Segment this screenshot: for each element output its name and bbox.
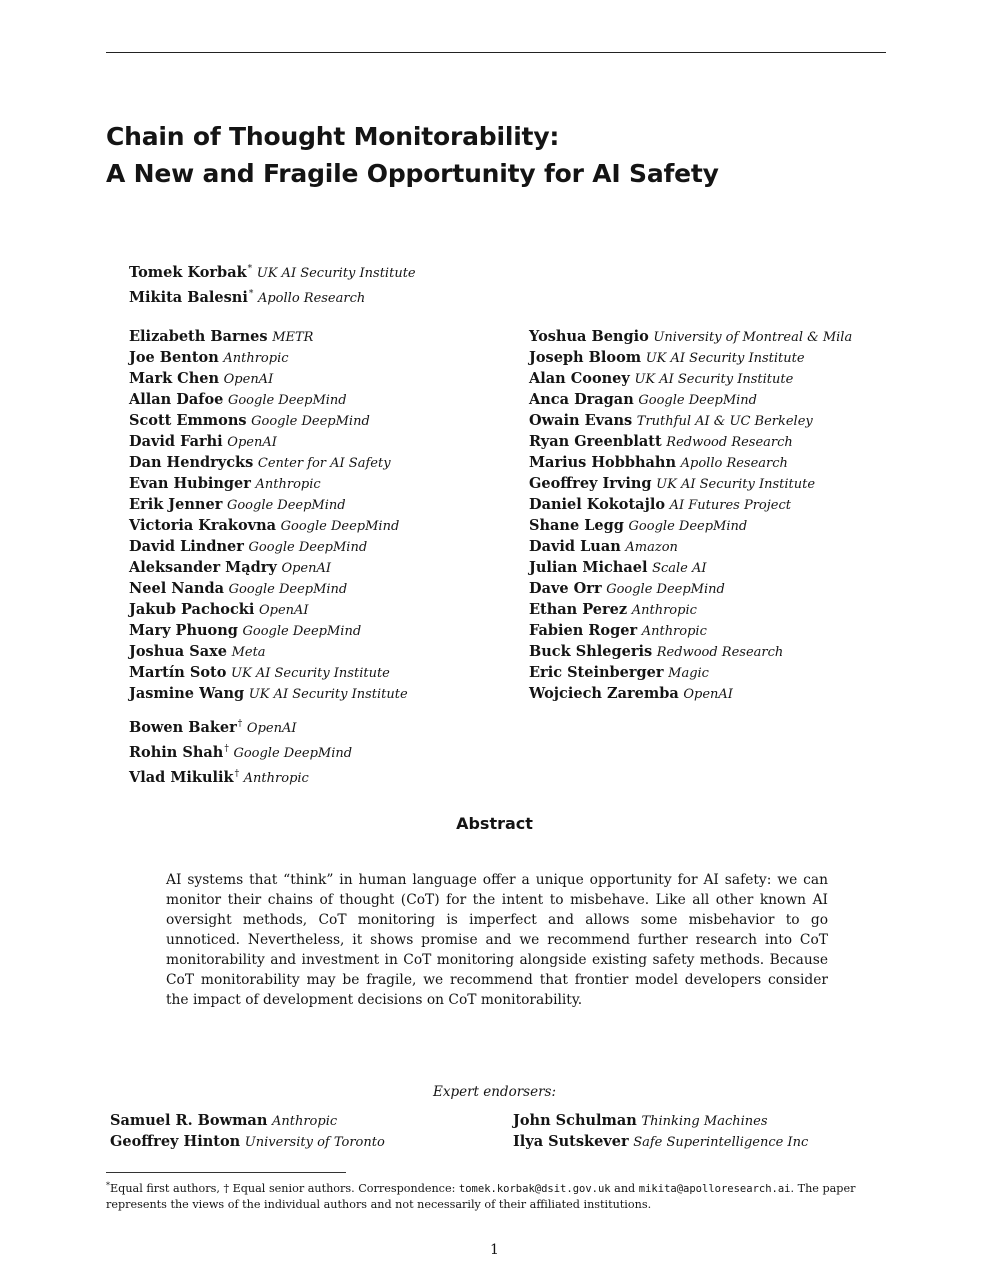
author-affiliation: UK AI Security Institute <box>634 372 794 387</box>
footnote-joiner: and <box>610 1182 639 1195</box>
author-affiliation: Apollo Research <box>257 291 366 306</box>
author-entry <box>529 453 852 474</box>
paper-title <box>106 118 719 192</box>
author-affiliation: UK AI Security Institute <box>656 477 816 492</box>
author-affiliation: UK AI Security Institute <box>256 266 416 281</box>
author-name: Eric Steinberger <box>529 664 664 681</box>
author-entry <box>529 579 852 600</box>
author-name: Mark Chen <box>129 370 220 387</box>
author-affiliation: Anthropic <box>631 603 697 618</box>
author-name: Marius Hobbhahn <box>529 454 677 471</box>
author-name: John Schulman <box>513 1112 637 1129</box>
title-line-2: A New and Fragile Opportunity for AI Safety <box>106 159 719 188</box>
author-name: Shane Legg <box>529 517 624 534</box>
author-entry <box>129 558 408 579</box>
author-affiliation: Google DeepMind <box>251 414 370 429</box>
author-name: Vlad Mikulik <box>129 769 234 786</box>
endorsers-right-column <box>513 1111 808 1153</box>
author-affiliation: UK AI Security Institute <box>645 351 805 366</box>
author-affiliation: Anthropic <box>641 624 707 639</box>
author-affiliation: METR <box>272 330 314 345</box>
email-link-korbak[interactable]: tomek.korbak@dsit.gov.uk <box>458 1183 611 1195</box>
author-affiliation: University of Montreal & Mila <box>653 330 853 345</box>
author-entry <box>529 537 852 558</box>
author-name: Tomek Korbak <box>129 264 247 281</box>
author-affiliation: Safe Superintelligence Inc <box>633 1135 809 1150</box>
author-entry <box>529 663 852 684</box>
author-name: Yoshua Bengio <box>529 328 649 345</box>
author-name: Aleksander Mądry <box>129 559 277 576</box>
author-affiliation: AI Futures Project <box>669 498 791 513</box>
author-name: Wojciech Zaremba <box>529 685 679 702</box>
author-name: Joe Benton <box>129 349 219 366</box>
author-entry <box>129 764 352 789</box>
abstract-heading: Abstract <box>456 814 533 833</box>
author-entry <box>529 411 852 432</box>
author-name: Jasmine Wang <box>129 685 245 702</box>
author-entry <box>129 579 408 600</box>
author-affiliation: Scale AI <box>652 561 707 576</box>
author-name: Neel Nanda <box>129 580 224 597</box>
footnote-text-1: Equal first authors, † Equal senior authors. Correspondence: <box>110 1182 459 1195</box>
author-name: Buck Shlegeris <box>529 643 653 660</box>
author-entry <box>129 621 408 642</box>
header-rule <box>106 52 886 53</box>
author-name: Jakub Pachocki <box>129 601 255 618</box>
author-affiliation: UK AI Security Institute <box>231 666 390 681</box>
author-affiliation: UK AI Security Institute <box>248 687 408 702</box>
author-name: Mikita Balesni <box>129 289 248 306</box>
author-entry <box>529 327 852 348</box>
author-name: Ryan Greenblatt <box>529 433 662 450</box>
author-entry <box>129 348 408 369</box>
author-name: Mary Phuong <box>129 622 238 639</box>
author-entry <box>129 684 408 705</box>
author-affiliation: Anthropic <box>243 771 309 786</box>
author-entry <box>110 1132 385 1153</box>
author-affiliation: Google DeepMind <box>606 582 725 597</box>
page-number: 1 <box>490 1242 499 1258</box>
author-name: Victoria Krakovna <box>129 517 277 534</box>
author-entry <box>129 642 408 663</box>
author-affiliation: Meta <box>231 645 266 660</box>
author-entry <box>129 663 408 684</box>
author-entry <box>129 284 416 309</box>
author-entry <box>529 369 852 390</box>
author-entry <box>129 474 408 495</box>
endorsers-heading: Expert endorsers: <box>432 1084 557 1100</box>
endorsers-left-column <box>110 1111 385 1153</box>
title-line-1: Chain of Thought Monitorability: <box>106 122 560 151</box>
author-entry <box>129 495 408 516</box>
author-affiliation: Google DeepMind <box>227 393 347 408</box>
author-affiliation: Thinking Machines <box>641 1114 768 1129</box>
author-entry <box>110 1111 385 1132</box>
author-entry <box>129 537 408 558</box>
author-entry <box>129 390 408 411</box>
author-entry <box>529 600 852 621</box>
author-affiliation: Google DeepMind <box>226 498 346 513</box>
author-affiliation: Truthful AI & UC Berkeley <box>636 414 813 429</box>
author-entry <box>129 432 408 453</box>
author-entry <box>129 411 408 432</box>
author-affiliation: Google DeepMind <box>228 582 348 597</box>
authors-right-column <box>529 327 852 705</box>
author-entry <box>529 558 852 579</box>
author-mark: * <box>248 289 254 299</box>
author-name: Martín Soto <box>129 664 227 681</box>
author-entry <box>129 714 352 739</box>
author-name: Samuel R. Bowman <box>110 1112 268 1129</box>
author-name: Owain Evans <box>529 412 633 429</box>
author-affiliation: University of Toronto <box>244 1135 385 1150</box>
author-entry <box>529 621 852 642</box>
author-affiliation: OpenAI <box>683 687 733 702</box>
author-affiliation: Center for AI Safety <box>257 456 391 471</box>
email-link-balesni[interactable]: mikita@apolloresearch.ai <box>638 1183 791 1195</box>
author-mark: † <box>237 719 243 729</box>
author-name: Ilya Sutskever <box>513 1133 629 1150</box>
author-name: Julian Michael <box>529 559 648 576</box>
author-affiliation: OpenAI <box>258 603 309 618</box>
author-name: Elizabeth Barnes <box>129 328 268 345</box>
author-name: Joseph Bloom <box>529 349 642 366</box>
lead-authors <box>129 259 416 309</box>
author-entry <box>129 453 408 474</box>
author-affiliation: Apollo Research <box>680 456 788 471</box>
author-entry <box>529 348 852 369</box>
author-name: Dave Orr <box>529 580 602 597</box>
author-name: Anca Dragan <box>529 391 634 408</box>
author-entry <box>529 390 852 411</box>
author-entry <box>529 642 852 663</box>
author-affiliation: Magic <box>668 666 709 681</box>
author-name: Evan Hubinger <box>129 475 251 492</box>
author-affiliation: Google DeepMind <box>248 540 368 555</box>
author-affiliation: OpenAI <box>227 435 277 450</box>
author-affiliation: Amazon <box>625 540 678 555</box>
author-entry <box>529 495 852 516</box>
author-entry <box>529 432 852 453</box>
author-entry <box>513 1111 808 1132</box>
abstract-text: AI systems that “think” in human language offer a unique opportunity for AI safety: we can monitor their chains of thought (CoT) for the intent to misbehave. Like all other known AI oversight methods, CoT monitoring is imperfect and allows some misbehavior to go unnoticed. Nevertheless, it shows promise and we recommend further research into CoT monitorability and investment in CoT monitoring alongside existing safety methods. Because CoT monitorability may be fragile, we recommend that frontier model developers consider the impact of development decisions on CoT monitorability. <box>166 872 828 1008</box>
footnote-mark: * <box>106 1181 110 1190</box>
author-name: Joshua Saxe <box>129 643 227 660</box>
author-mark: † <box>234 769 240 779</box>
author-affiliation: Google DeepMind <box>628 519 748 534</box>
author-entry <box>529 474 852 495</box>
authors-left-column <box>129 327 408 705</box>
author-entry <box>529 684 852 705</box>
footnote <box>106 1178 896 1213</box>
author-name: Dan Hendrycks <box>129 454 254 471</box>
author-name: Daniel Kokotajlo <box>529 496 665 513</box>
author-entry <box>129 327 408 348</box>
author-name: Fabien Roger <box>529 622 638 639</box>
author-affiliation: Google DeepMind <box>280 519 400 534</box>
author-entry <box>529 516 852 537</box>
author-affiliation: OpenAI <box>223 372 274 387</box>
author-entry <box>513 1132 808 1153</box>
author-entry <box>129 739 352 764</box>
author-mark: * <box>247 264 253 274</box>
author-name: David Lindner <box>129 538 244 555</box>
author-name: Scott Emmons <box>129 412 247 429</box>
author-name: Alan Cooney <box>529 370 630 387</box>
author-entry <box>129 369 408 390</box>
author-affiliation: Google DeepMind <box>242 624 362 639</box>
author-name: Geoffrey Hinton <box>110 1133 241 1150</box>
author-affiliation: OpenAI <box>281 561 332 576</box>
footnote-text-2: . The paper represents the views of the individual authors and not necessarily of their affiliated institutions. <box>106 1182 856 1211</box>
footnote-rule <box>106 1172 346 1173</box>
author-name: Bowen Baker <box>129 719 237 736</box>
author-affiliation: Anthropic <box>271 1114 338 1129</box>
author-entry <box>129 259 416 284</box>
author-name: David Farhi <box>129 433 223 450</box>
author-affiliation: Redwood Research <box>656 645 784 660</box>
author-name: Rohin Shah <box>129 744 224 761</box>
author-affiliation: Google DeepMind <box>233 746 353 761</box>
author-mark: † <box>224 744 229 754</box>
author-affiliation: Anthropic <box>255 477 321 492</box>
author-name: Geoffrey Irving <box>529 475 652 492</box>
senior-authors <box>129 714 352 789</box>
author-name: Ethan Perez <box>529 601 628 618</box>
author-affiliation: OpenAI <box>246 721 297 736</box>
author-entry <box>129 516 408 537</box>
author-name: Erik Jenner <box>129 496 223 513</box>
author-entry <box>129 600 408 621</box>
author-affiliation: Anthropic <box>223 351 289 366</box>
author-name: David Luan <box>529 538 621 555</box>
author-affiliation: Redwood Research <box>666 435 793 450</box>
author-name: Allan Dafoe <box>129 391 224 408</box>
author-affiliation: Google DeepMind <box>638 393 757 408</box>
